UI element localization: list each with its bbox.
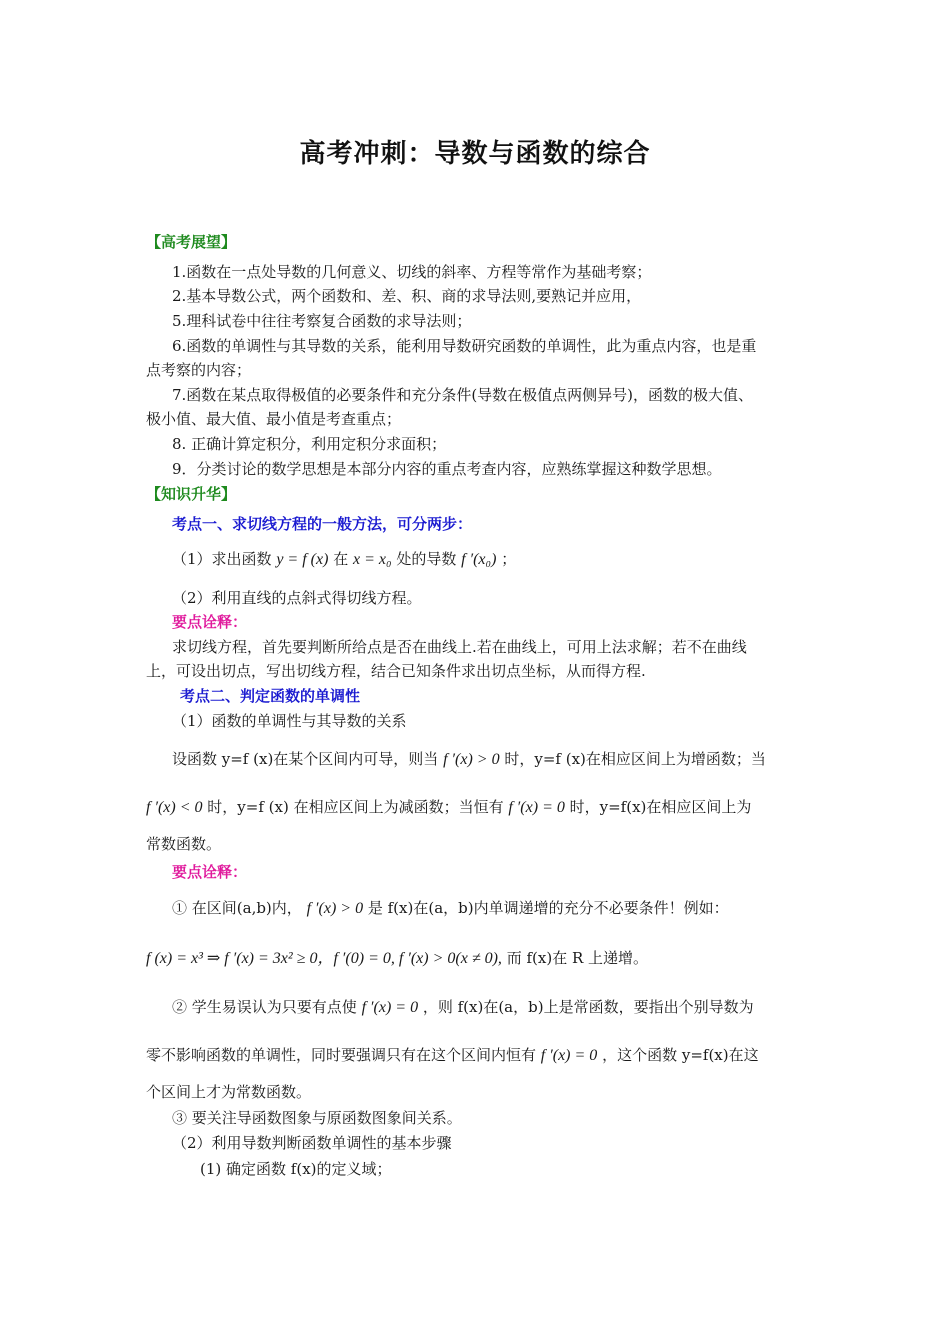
point2-sub1: （1）函数的单调性与其导数的关系 [172,712,407,730]
text-run: 时，y=f(x)在相应区间上为 [569,798,752,816]
point1-heading: 考点一、求切线方程的一般方法，可分两步： [172,515,473,533]
text-run: 而 f(x)在 R 上递增。 [506,949,649,967]
note-item-1-example [146,948,648,969]
formula: f ′(x) = 0 [361,999,419,1016]
note-item-2 [172,997,754,1018]
text-run: 时，y=f (x)在相应区间上为增函数；当 [504,750,766,768]
formula: f ′(x) = 0 [540,1047,598,1064]
formula: f ′(x) = 0 [508,799,565,816]
text-run: ② 学生易误认为只要有点使 [172,998,357,1016]
point1-note-heading: 要点诠释： [172,613,248,631]
formula: x = x₀ [353,551,392,568]
text-run: 设函数 y=f (x)在某个区间内可导，则当 [172,750,439,768]
point2-sub2: （2）利用导数判断函数单调性的基本步骤 [172,1134,452,1152]
text-run: 处的导数 [396,550,457,568]
text-run: ，这个函数 y=f(x)在这 [602,1046,759,1064]
formula: f ′(x) > 0 [443,751,500,768]
outlook-item: 5.理科试卷中往往考察复合函数的求导法则； [172,312,472,330]
point1-note-line: 上，可设出切点，写出切线方程，结合已知条件求出切点坐标，从而得方程. [146,662,646,680]
formula: f (x) = x³ ⇒ f ′(x) = 3x² ≥ 0，f ′(0) = 0, f ′(x) > 0(x ≠ 0), [146,950,502,967]
text-run: ① 在区间(a,b)内， [172,899,302,917]
text-run: 在 [333,550,349,568]
formula: f ′(x) < 0 [146,799,203,816]
outlook-item: 2.基本导数公式，两个函数和、差、积、商的求导法则,要熟记并应用， [172,287,642,305]
point1-note-line: 求切线方程，首先要判断所给点是否在曲线上.若在曲线上，可用上法求解；若不在曲线 [172,638,747,656]
note-item-1 [172,898,729,919]
text-run: ，则 f(x)在(a，b)上是常函数，要指出个别导数为 [422,998,754,1016]
outlook-item: 6.函数的单调性与其导数的关系，能利用导数研究函数的单调性，此为重点内容，也是重 [172,337,757,355]
point2-para-line [172,749,766,770]
note-item-2-cont [146,1045,759,1066]
text-run: ； [501,550,517,568]
point2-note-heading: 要点诠释： [172,863,248,881]
note-item-3: ③ 要关注导函数图象与原函数图象间关系。 [172,1109,462,1127]
point2-para-line [146,797,751,818]
text-run: 时，y=f (x) 在相应区间上为减函数；当恒有 [207,798,504,816]
text-run: （1）求出函数 [172,550,272,568]
point2-heading: 考点二、判定函数的单调性 [180,687,361,705]
outlook-item: 9．分类讨论的数学思想是本部分内容的重点考查内容，应熟练掌握这种数学思想。 [172,460,722,478]
formula: f ′(x₀) [461,551,497,568]
note-item-2-cont: 个区间上才为常数函数。 [146,1083,312,1101]
text-run: 是 f(x)在(a，b)内单调递增的充分不必要条件！例如： [367,899,729,917]
knowledge-heading: 【知识升华】 [146,485,237,503]
outlook-item: 极小值、最大值、最小值是考查重点； [146,410,402,428]
outlook-item: 点考察的内容； [146,361,252,379]
formula: y = f (x) [276,551,329,568]
point1-step1 [172,549,516,570]
text-run: 零不影响函数的单调性，同时要强调只有在这个区间内恒有 [146,1046,537,1064]
point2-para-line: 常数函数。 [146,835,222,853]
outlook-heading: 【高考展望】 [146,233,237,251]
outlook-item: 8. 正确计算定积分，利用定积分求面积； [172,435,447,453]
point1-step2: （2）利用直线的点斜式得切线方程。 [172,589,422,607]
outlook-item: 7.函数在某点取得极值的必要条件和充分条件(导数在极值点两侧异号)，函数的极大值、 [172,386,754,404]
point2-sub2-step: (1) 确定函数 f(x)的定义域； [200,1160,392,1178]
page-title: 高考冲刺：导数与函数的综合 [299,139,651,169]
outlook-item: 1.函数在一点处导数的几何意义、切线的斜率、方程等常作为基础考察； [172,263,652,281]
formula: f ′(x) > 0 [306,900,364,917]
